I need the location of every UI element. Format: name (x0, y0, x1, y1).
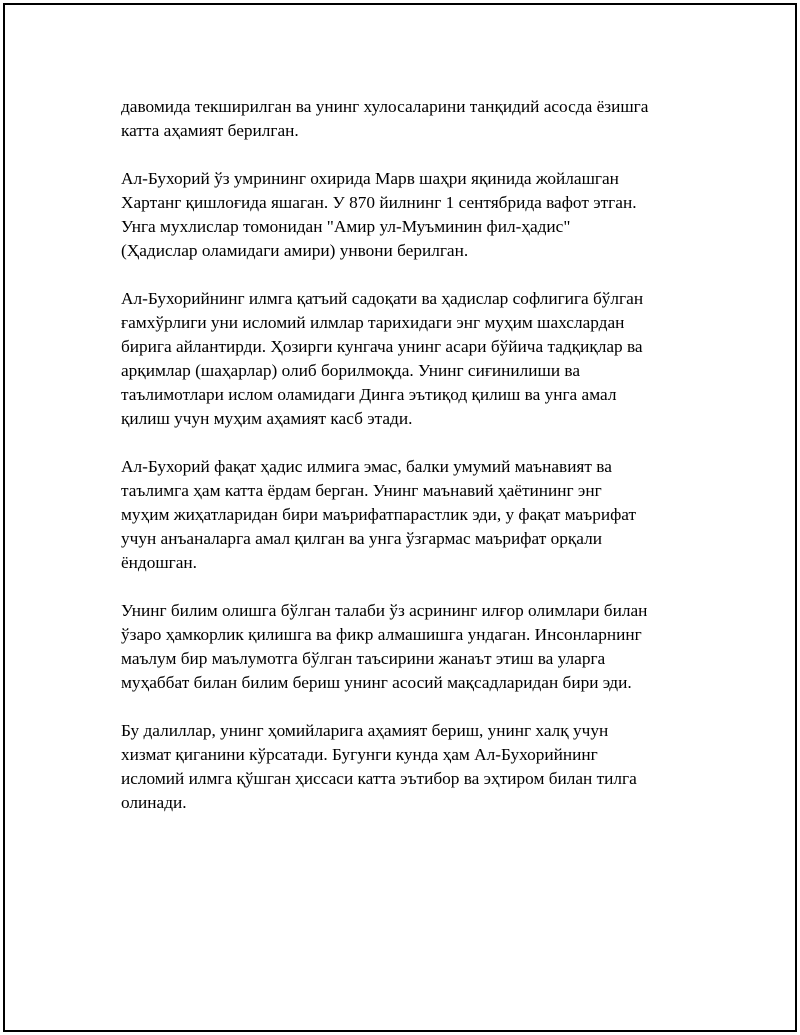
text-line: олинади. (121, 793, 187, 812)
paragraph (121, 455, 711, 575)
text-line: таълимотлари ислом оламидаги Динга эътиқод қилиш ва унга амал (121, 385, 617, 404)
text-line: Унга мухлислар томонидан "Амир ул-Муъминин фил-ҳадис" (121, 217, 571, 236)
paragraph (121, 719, 711, 815)
text-line: ўзаро ҳамкорлик қилишга ва фикр алмашишга ундаган. Инсонларнинг (121, 625, 642, 644)
paragraph (121, 599, 711, 695)
paragraph (121, 95, 711, 143)
text-line: (Ҳадислар оламидаги амири) унвони берилган. (121, 241, 469, 260)
text-line: маълум бир маълумотга бўлган таъсирини жанаът этиш ва уларга (121, 649, 606, 668)
paragraph (121, 287, 711, 431)
text-line: бирига айлантирди. Ҳозирги кунгача унинг асари бўйича тадқиқлар ва (121, 337, 643, 356)
text-line: муҳим жиҳатларидан бири маърифатпарастлик эди, у фақат маърифат (121, 505, 637, 524)
text-line: ёндошган. (121, 553, 197, 572)
text-line: Бу далиллар, унинг ҳомийларига аҳамият бериш, унинг халқ учун (121, 721, 609, 740)
text-line: муҳаббат билан билим бериш унинг асосий мақсадларидан бири эди. (121, 673, 632, 692)
text-line: Ал-Бухорий фақат ҳадис илмига эмас, балки умумий маънавият ва (121, 457, 612, 476)
text-line: Хартанг қишлоғида яшаган. У 870 йилнинг 1 сентябрида вафот этган. (121, 193, 637, 212)
text-line: катта аҳамият берилган. (121, 121, 299, 140)
paragraph (121, 167, 711, 263)
page-frame (3, 3, 797, 1032)
text-line: хизмат қиганини кўрсатади. Бугунги кунда ҳам Ал-Бухорийнинг (121, 745, 598, 764)
text-line: Унинг билим олишга бўлган талаби ўз асрининг илғор олимлари билан (121, 601, 648, 620)
text-line: таълимга ҳам катта ёрдам берган. Унинг маънавий ҳаётининг энг (121, 481, 602, 500)
text-line: қилиш учун муҳим аҳамият касб этади. (121, 409, 413, 428)
text-line: Ал-Бухорий ўз умрининг охирида Марв шаҳри яқинида жойлашган (121, 169, 619, 188)
text-line: Ал-Бухорийнинг илмга қатъий садоқати ва ҳадислар софлигига бўлган (121, 289, 644, 308)
document-body (121, 95, 711, 839)
text-line: ғамхўрлиги уни исломий илмлар тарихидаги энг муҳим шахслардан (121, 313, 625, 332)
text-line: учун анъаналарга амал қилган ва унга ўзгармас маърифат орқали (121, 529, 602, 548)
text-line: арқимлар (шаҳарлар) олиб борилмоқда. Унинг сиғинилиши ва (121, 361, 580, 380)
text-line: давомида текширилган ва унинг хулосаларини танқидий асосда ёзишга (121, 97, 649, 116)
text-line: исломий илмга қўшган ҳиссаси катта эътибор ва эҳтиром билан тилга (121, 769, 637, 788)
